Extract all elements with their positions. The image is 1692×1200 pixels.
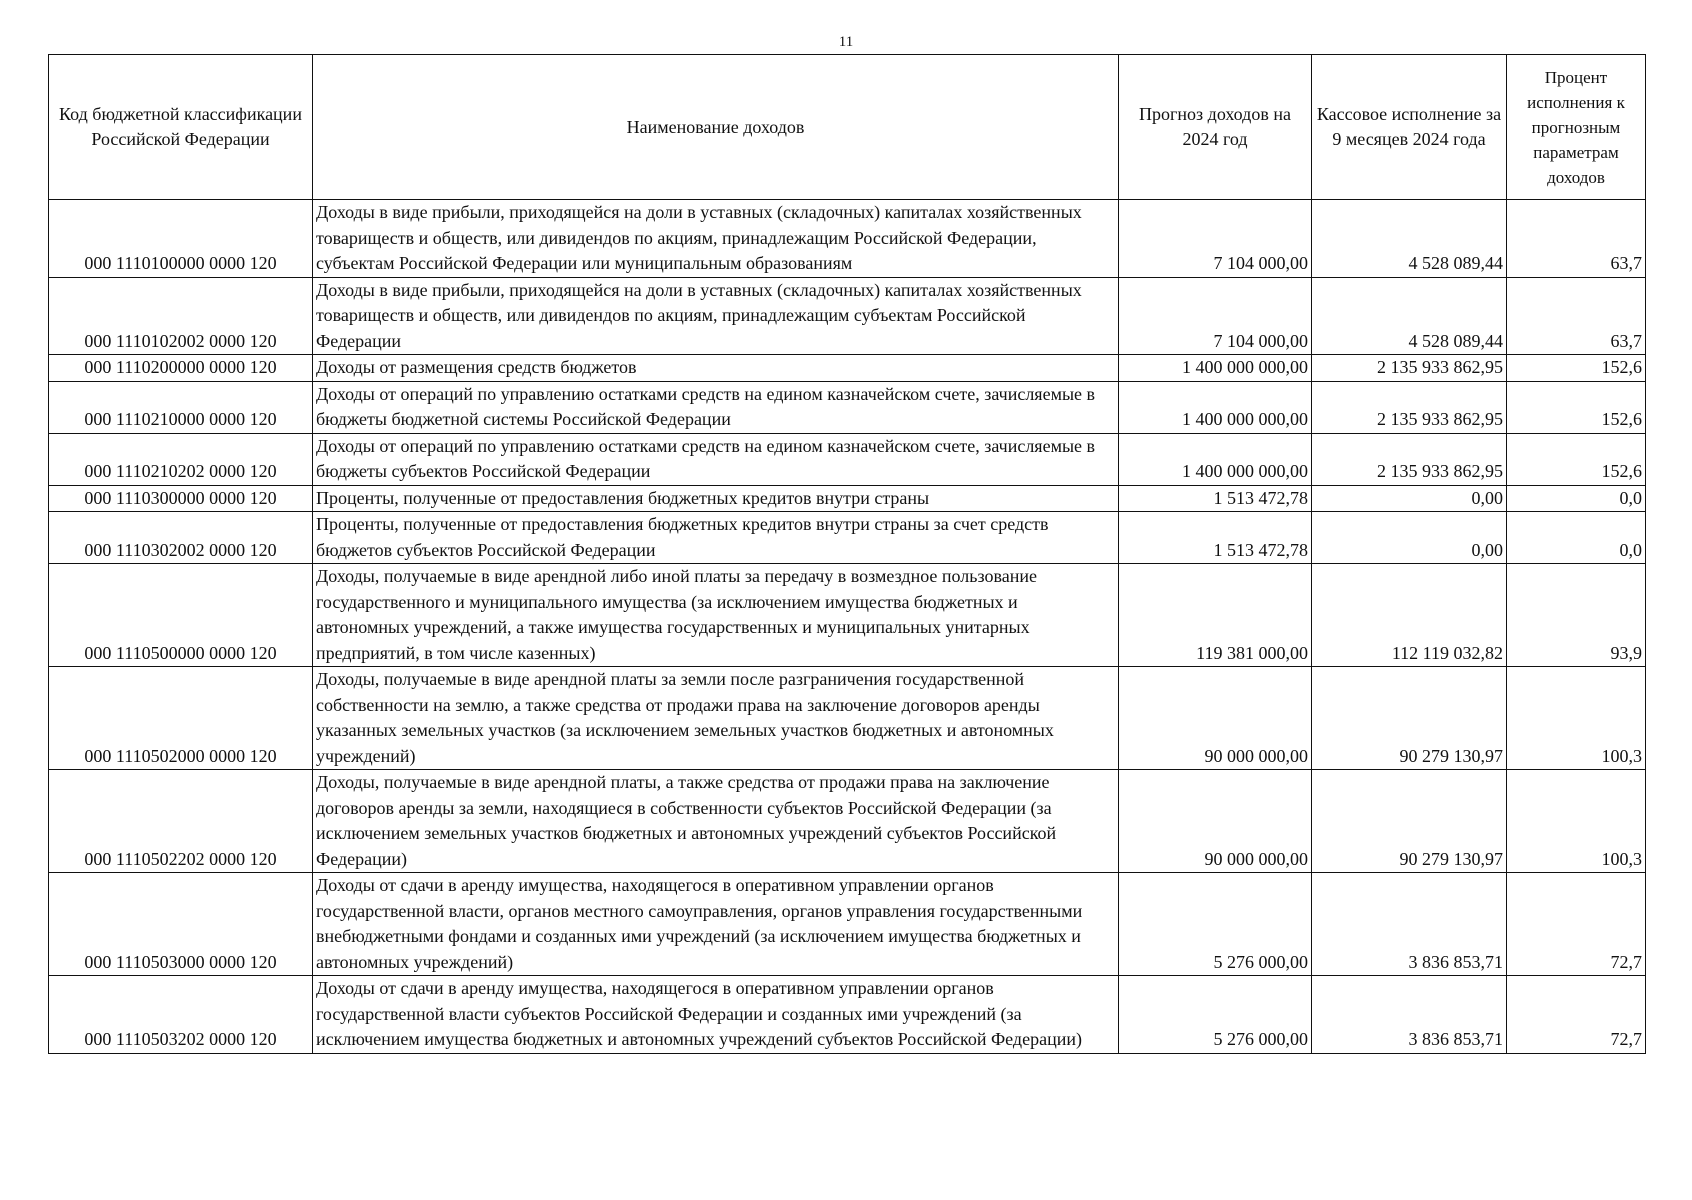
row-name: Доходы, получаемые в виде арендной платы, а также средства от продажи права на заключение договоров аренды за земли, находящиеся в собственности субъектов Российской Федерации (за исключением земельных участков бюджетных и автономных учреждений субъектов Российской Федерации) bbox=[313, 770, 1119, 873]
row-execution: 2 135 933 862,95 bbox=[1312, 433, 1507, 485]
row-forecast: 1 400 000 000,00 bbox=[1119, 381, 1312, 433]
row-percent: 63,7 bbox=[1507, 277, 1646, 355]
row-forecast: 119 381 000,00 bbox=[1119, 564, 1312, 667]
row-name: Доходы в виде прибыли, приходящейся на доли в уставных (складочных) капиталах хозяйственных товариществ и обществ, или дивидендов по акциям, принадлежащим Российской Федерации, субъектам Российской Федерации или муниципальным образованиям bbox=[313, 200, 1119, 278]
row-execution: 90 279 130,97 bbox=[1312, 770, 1507, 873]
row-code: 000 1110502202 0000 120 bbox=[49, 770, 313, 873]
row-name: Доходы, получаемые в виде арендной платы за земли после разграничения государственной собственности на землю, а также средства от продажи права на заключение договоров аренды указанных земельных участков (за исключением земельных участков бюджетных и автономных учреждений) bbox=[313, 667, 1119, 770]
revenue-table bbox=[48, 54, 1646, 1054]
row-code: 000 1110502000 0000 120 bbox=[49, 667, 313, 770]
row-code: 000 1110500000 0000 120 bbox=[49, 564, 313, 667]
row-code: 000 1110200000 0000 120 bbox=[49, 355, 313, 382]
row-code: 000 1110503202 0000 120 bbox=[49, 976, 313, 1054]
row-execution: 90 279 130,97 bbox=[1312, 667, 1507, 770]
row-forecast: 1 400 000 000,00 bbox=[1119, 355, 1312, 382]
row-percent: 63,7 bbox=[1507, 200, 1646, 278]
row-percent: 152,6 bbox=[1507, 381, 1646, 433]
table-row bbox=[49, 512, 1646, 564]
row-code: 000 1110503000 0000 120 bbox=[49, 873, 313, 976]
row-name: Доходы от сдачи в аренду имущества, находящегося в оперативном управлении органов государственной власти субъектов Российской Федерации и созданных ими учреждений (за исключением имущества бюджетных и автономных учреждений субъектов Российской Федерации) bbox=[313, 976, 1119, 1054]
row-percent: 100,3 bbox=[1507, 770, 1646, 873]
row-execution: 0,00 bbox=[1312, 512, 1507, 564]
row-forecast: 1 513 472,78 bbox=[1119, 512, 1312, 564]
table-row bbox=[49, 355, 1646, 382]
row-name: Проценты, полученные от предоставления бюджетных кредитов внутри страны за счет средств бюджетов субъектов Российской Федерации bbox=[313, 512, 1119, 564]
row-forecast: 90 000 000,00 bbox=[1119, 667, 1312, 770]
row-forecast: 1 513 472,78 bbox=[1119, 485, 1312, 512]
header-percent: Процент исполнения к прогнозным параметрам доходов bbox=[1507, 55, 1646, 200]
table-row bbox=[49, 564, 1646, 667]
row-execution: 112 119 032,82 bbox=[1312, 564, 1507, 667]
page-number: 11 bbox=[838, 34, 854, 50]
row-code: 000 1110210000 0000 120 bbox=[49, 381, 313, 433]
table-row bbox=[49, 770, 1646, 873]
row-name: Проценты, полученные от предоставления бюджетных кредитов внутри страны bbox=[313, 485, 1119, 512]
table-row bbox=[49, 976, 1646, 1054]
row-forecast: 5 276 000,00 bbox=[1119, 976, 1312, 1054]
row-name: Доходы от сдачи в аренду имущества, находящегося в оперативном управлении органов государственной власти, органов местного самоуправления, органов управления государственными внебюджетными фондами и созданных ими учреждений (за исключением имущества бюджетных и автономных учреждений) bbox=[313, 873, 1119, 976]
header-code: Код бюджетной классификации Российской Федерации bbox=[49, 55, 313, 200]
row-code: 000 1110102002 0000 120 bbox=[49, 277, 313, 355]
header-name: Наименование доходов bbox=[313, 55, 1119, 200]
row-forecast: 90 000 000,00 bbox=[1119, 770, 1312, 873]
table-row bbox=[49, 485, 1646, 512]
row-name: Доходы, получаемые в виде арендной либо иной платы за передачу в возмездное пользование государственного и муниципального имущества (за исключением имущества бюджетных и автономных учреждений, а также имущества государственных и муниципальных унитарных предприятий, в том числе казенных) bbox=[313, 564, 1119, 667]
table-header-row bbox=[49, 55, 1646, 200]
row-name: Доходы от размещения средств бюджетов bbox=[313, 355, 1119, 382]
row-execution: 3 836 853,71 bbox=[1312, 976, 1507, 1054]
table-row bbox=[49, 200, 1646, 278]
row-execution: 3 836 853,71 bbox=[1312, 873, 1507, 976]
row-code: 000 1110210202 0000 120 bbox=[49, 433, 313, 485]
row-percent: 93,9 bbox=[1507, 564, 1646, 667]
header-forecast: Прогноз доходов на 2024 год bbox=[1119, 55, 1312, 200]
table-row bbox=[49, 277, 1646, 355]
row-percent: 0,0 bbox=[1507, 485, 1646, 512]
row-forecast: 7 104 000,00 bbox=[1119, 277, 1312, 355]
row-percent: 0,0 bbox=[1507, 512, 1646, 564]
header-execution: Кассовое исполнение за 9 месяцев 2024 года bbox=[1312, 55, 1507, 200]
row-percent: 72,7 bbox=[1507, 976, 1646, 1054]
row-execution: 0,00 bbox=[1312, 485, 1507, 512]
row-execution: 4 528 089,44 bbox=[1312, 200, 1507, 278]
row-execution: 4 528 089,44 bbox=[1312, 277, 1507, 355]
row-percent: 72,7 bbox=[1507, 873, 1646, 976]
row-percent: 152,6 bbox=[1507, 433, 1646, 485]
row-forecast: 7 104 000,00 bbox=[1119, 200, 1312, 278]
row-code: 000 1110100000 0000 120 bbox=[49, 200, 313, 278]
row-forecast: 5 276 000,00 bbox=[1119, 873, 1312, 976]
row-name: Доходы от операций по управлению остатками средств на едином казначейском счете, зачисляемые в бюджеты бюджетной системы Российской Федерации bbox=[313, 381, 1119, 433]
table-row bbox=[49, 381, 1646, 433]
row-percent: 152,6 bbox=[1507, 355, 1646, 382]
row-code: 000 1110302002 0000 120 bbox=[49, 512, 313, 564]
row-forecast: 1 400 000 000,00 bbox=[1119, 433, 1312, 485]
row-code: 000 1110300000 0000 120 bbox=[49, 485, 313, 512]
table-row bbox=[49, 873, 1646, 976]
table-row bbox=[49, 667, 1646, 770]
table-row bbox=[49, 433, 1646, 485]
row-name: Доходы от операций по управлению остатками средств на едином казначейском счете, зачисляемые в бюджеты субъектов Российской Федерации bbox=[313, 433, 1119, 485]
row-name: Доходы в виде прибыли, приходящейся на доли в уставных (складочных) капиталах хозяйственных товариществ и обществ, или дивидендов по акциям, принадлежащим субъектам Российской Федерации bbox=[313, 277, 1119, 355]
row-execution: 2 135 933 862,95 bbox=[1312, 355, 1507, 382]
row-execution: 2 135 933 862,95 bbox=[1312, 381, 1507, 433]
row-percent: 100,3 bbox=[1507, 667, 1646, 770]
